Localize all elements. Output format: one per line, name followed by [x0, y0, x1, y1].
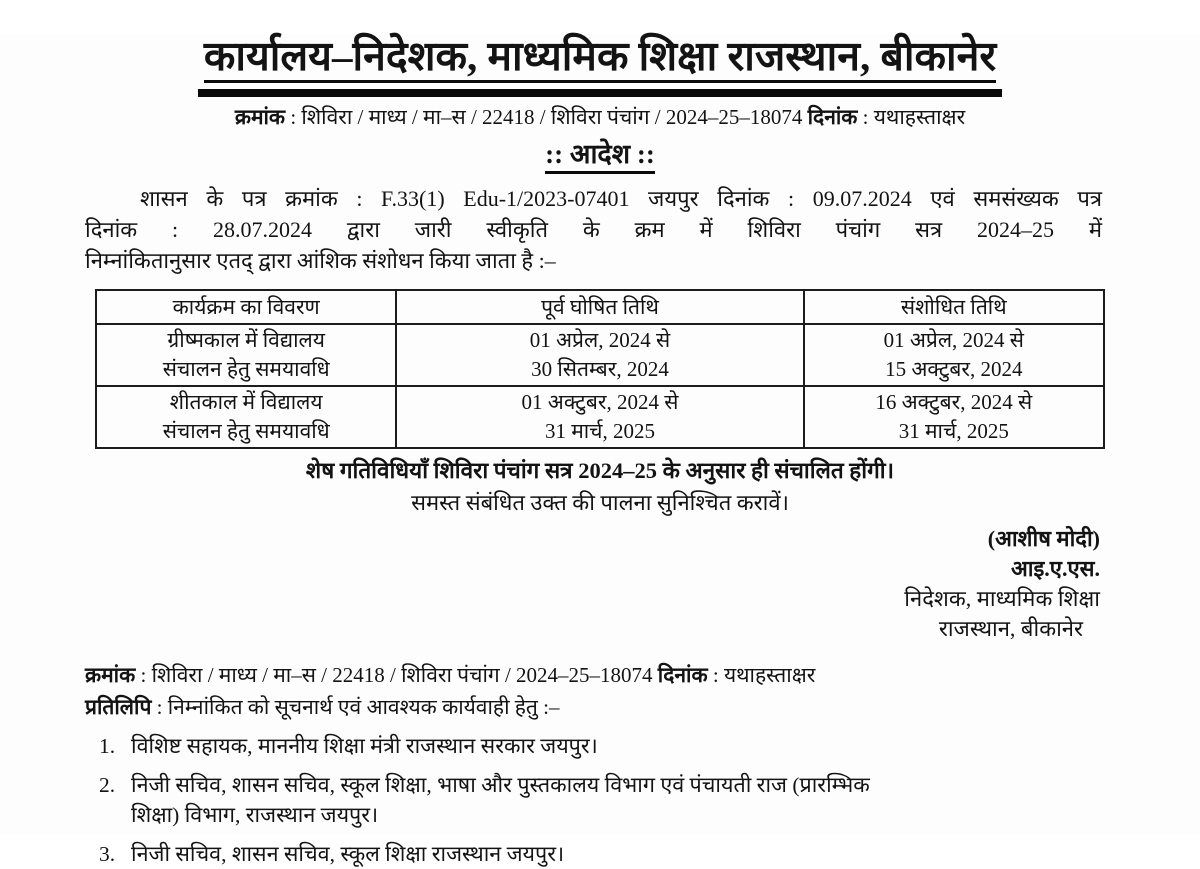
cell-line: 01 अप्रेल, 2024 से — [529, 328, 671, 353]
list-text — [131, 839, 1110, 869]
date-value: : यथाहस्ताक्षर — [707, 663, 816, 688]
paragraph-line: शासन के पत्र क्रमांक : F.33(1) Edu-1/2023-07401 जयपुर दिनांक : 09.07.2024 एवं समसंख्यक पत्र — [140, 186, 1102, 212]
cell-line: संचालन हेतु समयावधि — [162, 419, 330, 444]
list-number: 1. — [99, 734, 116, 759]
date-value: : यथाहस्ताक्षर — [857, 105, 966, 130]
reference-line-top — [0, 104, 1200, 130]
note-remaining-activities: शेष गतिविधियाँ शिविरा पंचांग सत्र 2024–25 के अनुसार ही संचालित होंगी। — [305, 458, 895, 484]
body-paragraph — [85, 183, 1102, 276]
list-number: 3. — [99, 842, 116, 867]
cell-line: शीतकाल में विद्यालय — [169, 390, 323, 415]
table-header-program: कार्यक्रम का विवरण — [96, 290, 396, 324]
table-row — [96, 324, 1104, 386]
page-title-underline — [198, 34, 1002, 97]
order-heading-wrap — [0, 139, 1200, 174]
cell-line: 31 मार्च, 2025 — [544, 419, 656, 444]
note-compliance: समस्त संबंधित उक्त की पालना सुनिश्चित करावें। — [411, 490, 789, 516]
copy-text: : निम्नांकित को सूचनार्थ एवं आवश्यक कार्यवाही हेतु :– — [151, 695, 560, 720]
cell-previous-winter — [396, 386, 803, 448]
cell-line: 15 अक्टुबर, 2024 — [885, 357, 1023, 382]
ref-label: क्रमांक — [234, 105, 286, 130]
list-number: 2. — [99, 773, 116, 798]
cell-line: संचालन हेतु समयावधि — [162, 357, 330, 382]
revision-table — [95, 289, 1105, 449]
cell-line: 01 अप्रेल, 2024 से — [883, 328, 1025, 353]
copy-label: प्रतिलिपि — [85, 695, 152, 720]
list-line: विशिष्ट सहायक, माननीय शिक्षा मंत्री राजस्थान सरकार जयपुर। — [131, 734, 598, 759]
paragraph-line: दिनांक : 28.07.2024 द्वारा जारी स्वीकृति के क्रम में शिविरा पंचांग सत्र 2024–25 में — [85, 217, 1102, 243]
cell-revised-winter — [804, 386, 1104, 448]
table-header-previous-date: पूर्व घोषित तिथि — [396, 290, 803, 324]
list-line: निजी सचिव, शासन सचिव, स्कूल शिक्षा, भाषा और पुस्तकालय विभाग एवं पंचायती राज (प्रारम्भिक — [131, 773, 870, 798]
list-line: शिक्षा) विभाग, राजस्थान जयपुर। — [131, 803, 379, 828]
cell-line: 30 सितम्बर, 2024 — [531, 357, 669, 382]
cell-line: 16 अक्टुबर, 2024 से — [875, 390, 1033, 415]
cell-program-winter — [96, 386, 396, 448]
order-heading: :: आदेश :: — [545, 139, 655, 174]
ref-label: क्रमांक — [85, 663, 136, 688]
list-item — [85, 770, 1110, 830]
table-row — [96, 386, 1104, 448]
signature-block — [0, 524, 1100, 644]
cell-previous-summer — [396, 324, 803, 386]
list-item — [85, 731, 1110, 761]
cell-line: 01 अक्टुबर, 2024 से — [521, 390, 679, 415]
ref-value: : शिविरा / माध्य / मा–स / 22418 / शिविरा पंचांग / 2024–25–18074 — [135, 663, 658, 688]
ref-value: : शिविरा / माध्य / मा–स / 22418 / शिविरा पंचांग / 2024–25–18074 — [285, 105, 808, 130]
signatory-service: आइ.ए.एस. — [1011, 556, 1100, 582]
reference-line-bottom — [85, 662, 1102, 688]
page-title: कार्यालय–निदेशक, माध्यमिक शिक्षा राजस्थान, बीकानेर — [204, 34, 996, 83]
list-text — [131, 770, 1110, 830]
cell-line: 31 मार्च, 2025 — [898, 419, 1009, 444]
list-text — [131, 731, 1110, 761]
list-line: निजी सचिव, शासन सचिव, स्कूल शिक्षा राजस्थान जयपुर। — [131, 842, 565, 867]
signatory-name: (आशीष मोदी) — [987, 526, 1100, 552]
signatory-location: राजस्थान, बीकानेर — [938, 616, 1083, 642]
cell-program-summer — [96, 324, 396, 386]
copy-to-line — [85, 694, 1102, 721]
date-label: दिनांक — [657, 663, 708, 688]
list-item — [85, 839, 1110, 869]
document-page — [0, 33, 1200, 867]
signatory-designation: निदेशक, माध्यमिक शिक्षा — [904, 586, 1100, 612]
table-header-revised-date: संशोधित तिथि — [804, 290, 1104, 324]
date-label: दिनांक — [807, 105, 858, 130]
paragraph-line: निम्नांकितानुसार एतद् द्वारा आंशिक संशोधन किया जाता है :– — [85, 248, 556, 274]
recipients-list — [85, 731, 1110, 869]
table-header-row — [96, 290, 1104, 324]
header — [0, 34, 1200, 97]
cell-revised-summer — [804, 324, 1104, 386]
cell-line: ग्रीष्मकाल में विद्यालय — [167, 328, 325, 353]
